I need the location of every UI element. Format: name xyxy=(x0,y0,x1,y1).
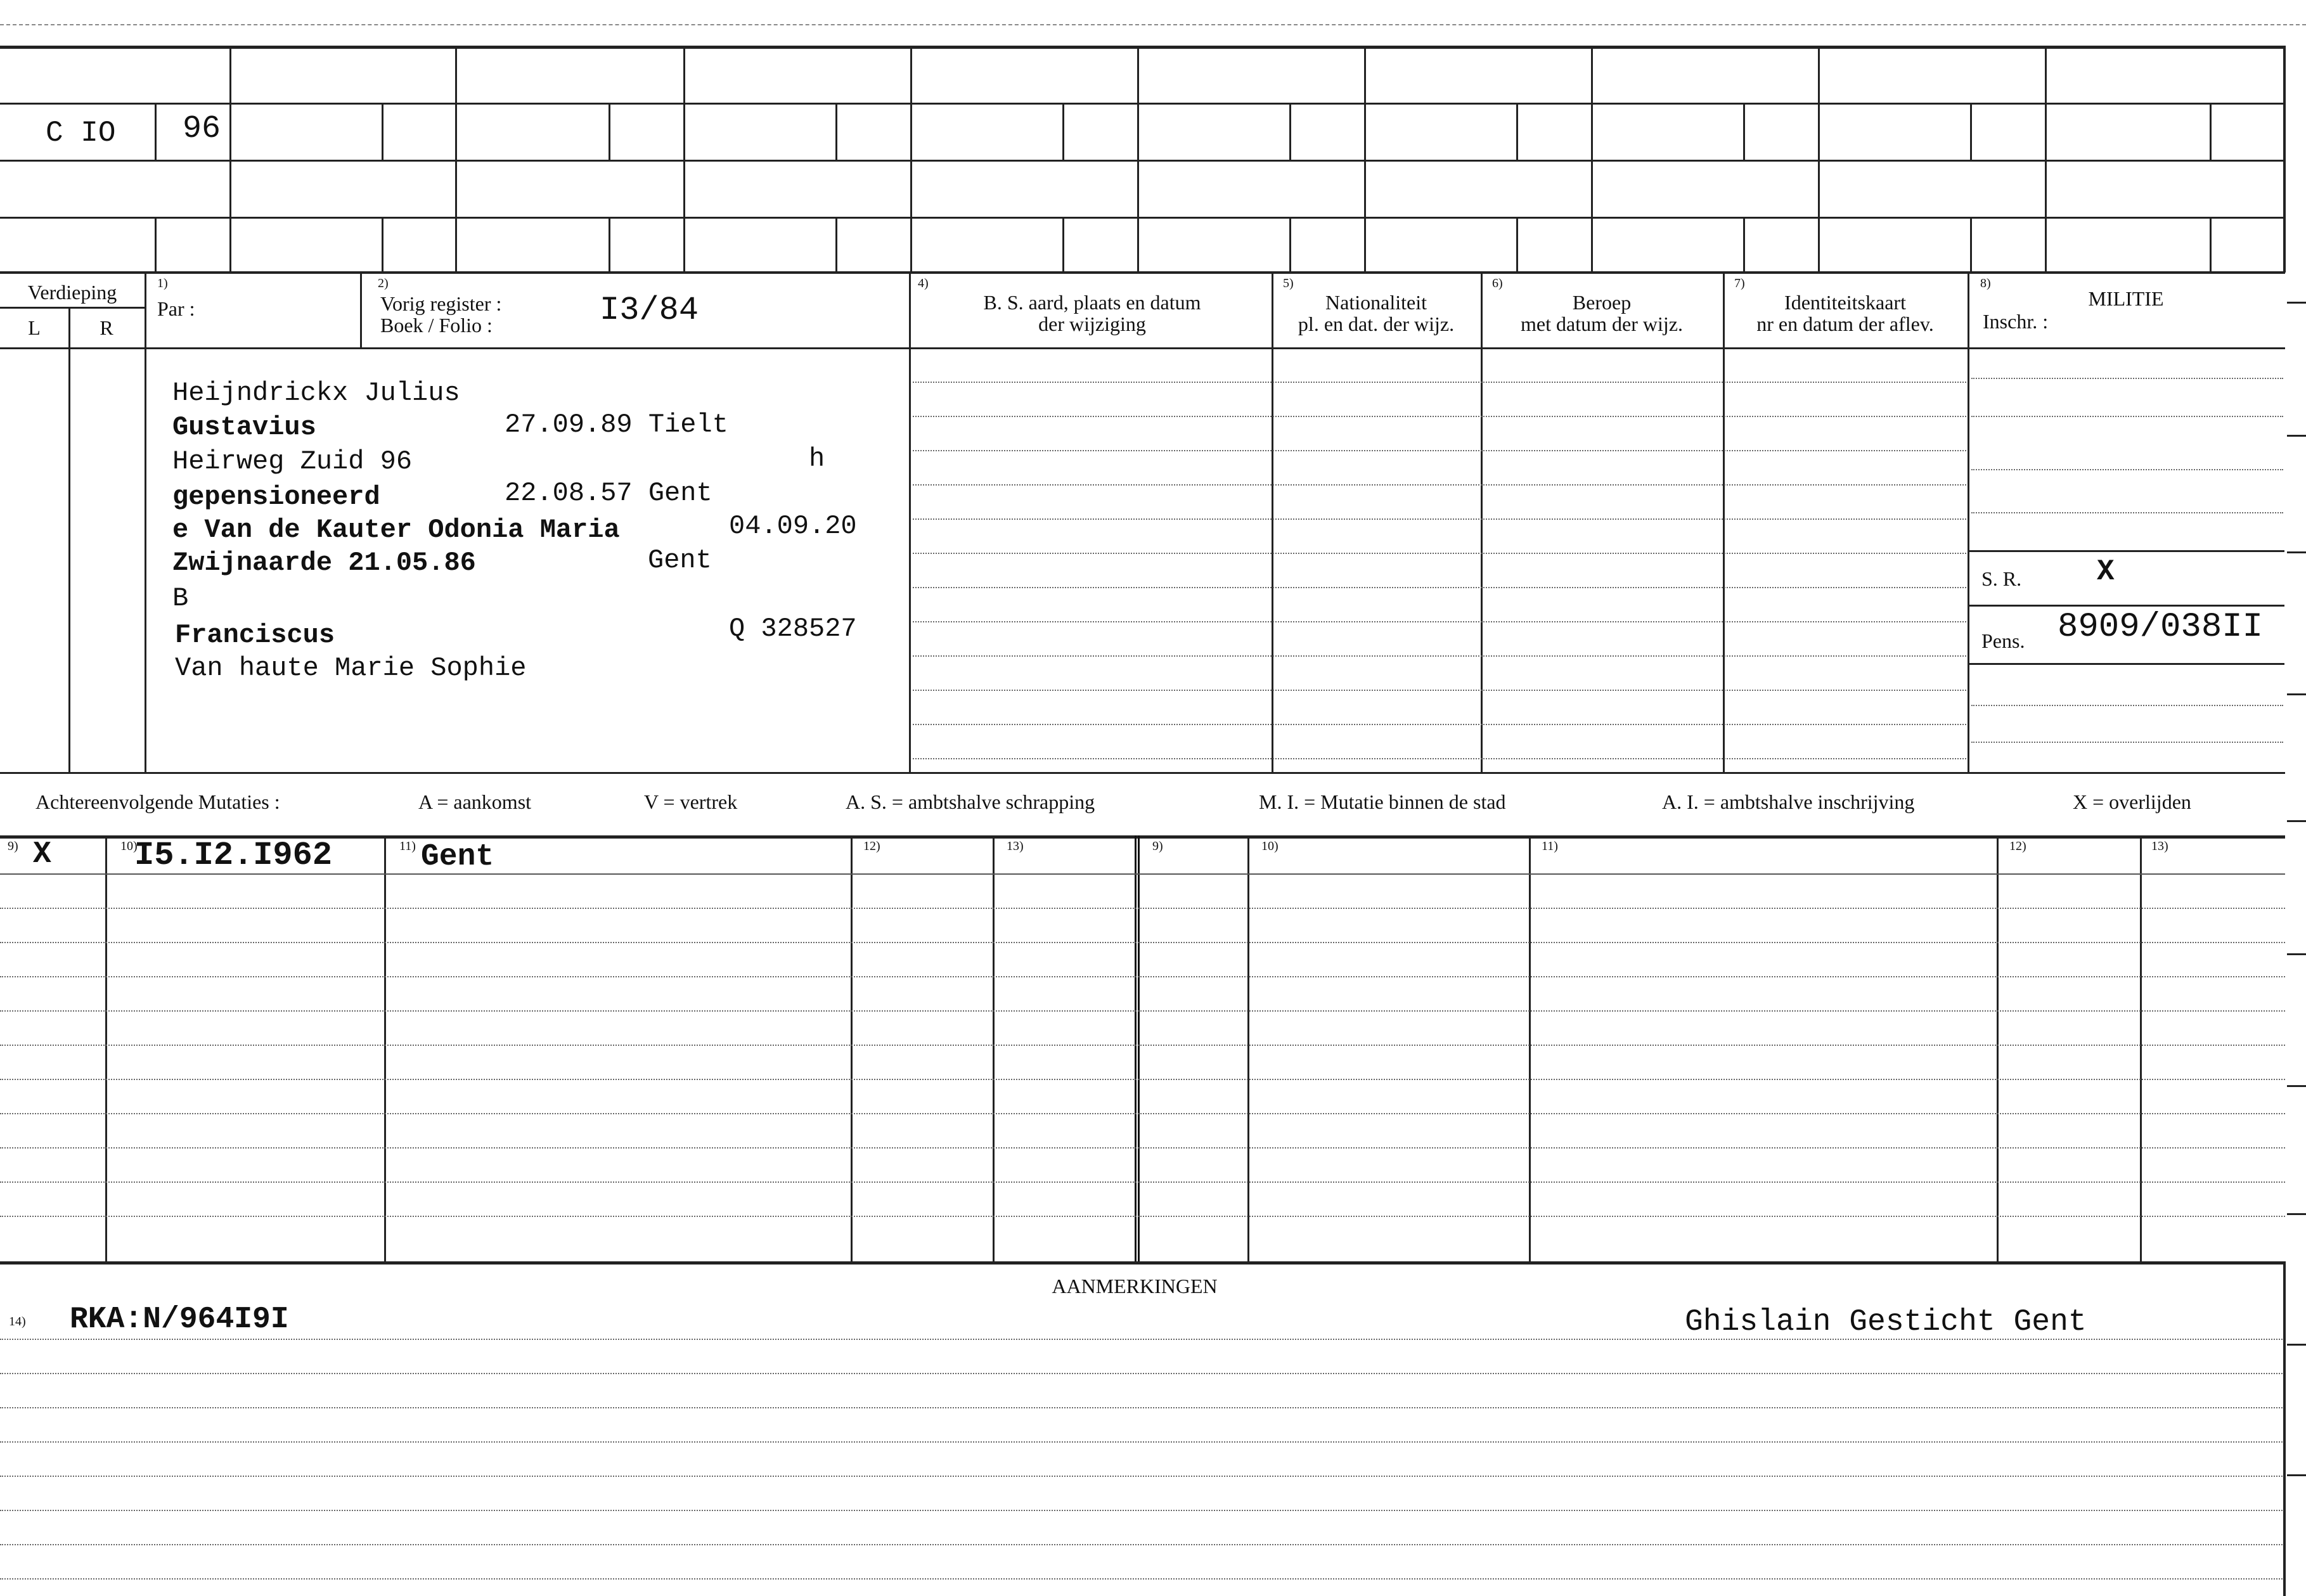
col13-header: 13) xyxy=(1007,839,1024,853)
legend-overlijden: X = overlijden xyxy=(2073,790,2191,813)
pens-value: 8909/038II xyxy=(2058,608,2264,647)
sr-value: X xyxy=(2097,555,2115,588)
par-label: Par : xyxy=(157,297,195,320)
mutaties-title: Achtereenvolgende Mutaties : xyxy=(35,790,280,813)
id-line2: nr en datum der aflev. xyxy=(1756,312,1934,335)
legend-aankomst: A = aankomst xyxy=(418,790,532,813)
aanmerkingen-place: Ghislain Gesticht Gent xyxy=(1685,1305,2087,1339)
vorig-register-label: Vorig register : xyxy=(380,292,502,315)
col12b-header: 12) xyxy=(2009,839,2026,853)
beroep-line1: Beroep xyxy=(1572,291,1632,314)
person-birth: 27.09.89 Tielt xyxy=(505,409,728,440)
nat-line2: pl. en dat. der wijz. xyxy=(1298,312,1455,335)
aanmerkingen-ref: RKA:N/964I9I xyxy=(70,1303,289,1337)
beroep-line2: met datum der wijz. xyxy=(1521,312,1683,335)
beroep-number: 6) xyxy=(1492,276,1503,290)
col10b-header: 10) xyxy=(1261,839,1279,853)
boek-folio-value: I3/84 xyxy=(600,292,699,329)
r-label: R xyxy=(100,316,113,339)
col9b-header: 9) xyxy=(1152,839,1163,853)
bs-number: 4) xyxy=(918,276,929,290)
legend-vertrek: V = vertrek xyxy=(644,790,738,813)
aanmerkingen-title: AANMERKINGEN xyxy=(1052,1275,1218,1297)
col12-header: 12) xyxy=(863,839,880,853)
sr-label: S. R. xyxy=(1981,567,2022,590)
l-label: L xyxy=(28,316,41,339)
col11-header: 11) xyxy=(399,839,416,853)
grid-code: C IO xyxy=(46,117,116,150)
col11b-header: 11) xyxy=(1542,839,1558,853)
person-address: Heirweg Zuid 96 xyxy=(172,446,413,477)
person-spouse-place: Gent xyxy=(648,545,712,576)
verdieping-label: Verdieping xyxy=(27,281,117,304)
person-mother: Van haute Marie Sophie xyxy=(175,653,527,683)
mutation-place: Gent xyxy=(421,840,494,874)
col13b-header: 13) xyxy=(2151,839,2168,853)
id-line1: Identiteitskaart xyxy=(1784,291,1906,314)
col9-header: 9) xyxy=(8,839,18,853)
person-b: B xyxy=(172,583,189,614)
mutation-date: I5.I2.I962 xyxy=(134,837,333,874)
par-number: 1) xyxy=(157,276,168,290)
person-spouse-birth: Zwijnaarde 21.05.86 xyxy=(172,548,476,578)
person-spouse-date: 04.09.20 xyxy=(729,511,857,541)
aanmerkingen-number: 14) xyxy=(9,1315,26,1329)
bs-line2: der wijziging xyxy=(1038,312,1146,335)
person-name: Heijndrickx Julius xyxy=(172,378,460,408)
person-status: h xyxy=(809,444,825,474)
legend-mutatie-stad: M. I. = Mutatie binnen de stad xyxy=(1259,790,1506,813)
person-occupation-date: 22.08.57 Gent xyxy=(505,478,712,508)
top-edge-line xyxy=(0,24,2306,25)
vorig-number: 2) xyxy=(378,276,389,290)
grid-number: 96 xyxy=(183,111,221,147)
person-father: Franciscus xyxy=(175,620,335,650)
militie-number: 8) xyxy=(1980,276,1991,290)
mutation-type: X xyxy=(33,837,51,872)
person-spouse: e Van de Kauter Odonia Maria xyxy=(172,515,620,545)
boek-folio-label: Boek / Folio : xyxy=(380,314,493,337)
pens-label: Pens. xyxy=(1981,629,2025,652)
legend-ambtshalve-inschrijving: A. I. = ambtshalve inschrijving xyxy=(1662,790,1915,813)
legend-ambtshalve-schrapping: A. S. = ambtshalve schrapping xyxy=(846,790,1095,813)
nat-number: 5) xyxy=(1283,276,1294,290)
person-occupation: gepensioneerd xyxy=(172,482,380,512)
col10-header: 10) xyxy=(120,839,138,853)
inschr-label: Inschr. : xyxy=(1983,310,2049,333)
nat-line1: Nationaliteit xyxy=(1325,291,1427,314)
militie-label: MILITIE xyxy=(2088,287,2164,310)
person-id-number: Q 328527 xyxy=(729,614,857,644)
bs-line1: B. S. aard, plaats en datum xyxy=(983,291,1201,314)
person-given-names: Gustavius xyxy=(172,412,316,442)
id-number: 7) xyxy=(1734,276,1745,290)
